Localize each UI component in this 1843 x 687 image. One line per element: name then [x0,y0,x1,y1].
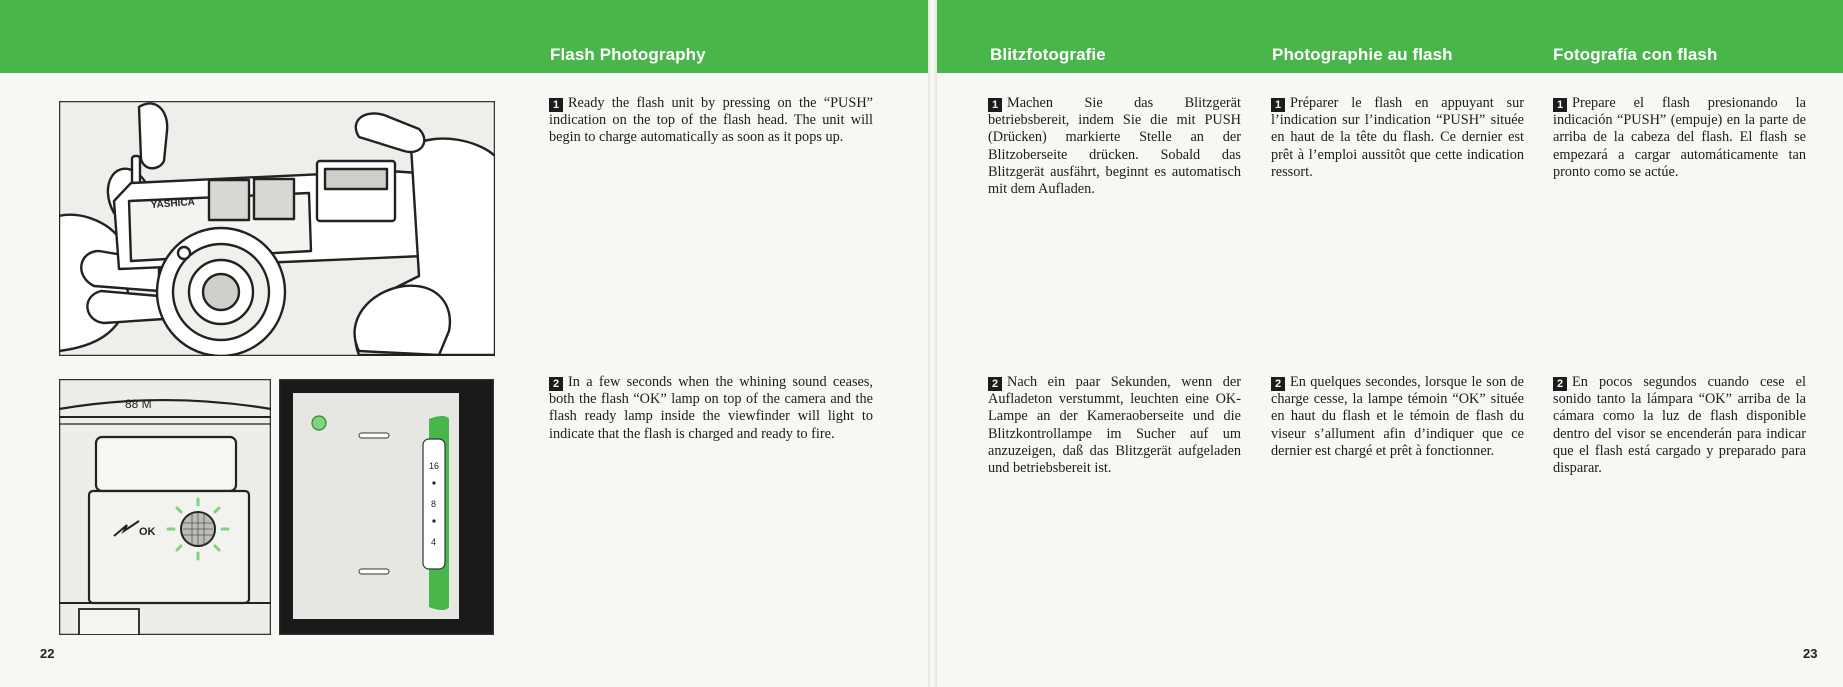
english-step1-paragraph [549,95,873,147]
camera-top-ok-lamp-illustration [59,379,271,635]
scale-value-16: 16 [429,461,440,471]
header-french: Photographie au flash [1272,45,1453,64]
spanish-step2-text: En pocos segundos cuando cese el sonido tanto la lámpara “OK” arriba de la cámara como la luz de flash disponible dentro del visor se encenderán para indicar que el flash está cargado y preparado para disparar. [1553,374,1806,477]
header-spanish: Fotografía con flash [1553,45,1718,64]
step-number-badge: 1 [1553,98,1567,112]
spanish-step2-paragraph [1553,374,1806,477]
ok-label: OK [139,526,156,538]
step-number-badge: 2 [1553,377,1567,391]
page-number-right: 23 [1803,646,1818,661]
scale-value-4: 4 [431,537,437,547]
camera-hands-illustration [59,101,495,356]
french-step1-text: Préparer le flash en appuyant sur l’indication sur l’indication “PUSH” située en haut de la tête du flash. Ce dernier est prêt à l’emploi aussitôt que cette indication ressort. [1271,95,1524,180]
french-step2-text: En quelques secondes, lorsque le son de charge cesse, la lampe témoin “OK” située en haut du flash et le témoin de flash du viseur s’allument afin d’indiquer que ce dernier est chargé et prêt à fonctionner. [1271,374,1524,459]
german-step2-text: Nach ein paar Sekunden, wenn der Aufladeton verstummt, leuchten eine OK-Lampe an der Kameraoberseite und die Blitzkontrollampe im Sucher auf um anzuzeigen, daß das Blitzgerät aufgeladen und betriebsbereit ist. [988,374,1241,477]
dial-marks-label: 88 M [125,397,152,411]
header-german: Blitzfotografie [990,45,1106,64]
spanish-step1-text: Prepare el flash presionando la indicación “PUSH” (empuje) en la parte de arriba de la cabeza del flash. El flash se empezará a cargar automáticamente tan pronto como se actúe. [1553,95,1806,180]
step-number-badge: 2 [549,377,563,391]
step-number-badge: 1 [549,98,563,112]
step-number-badge: 2 [1271,377,1285,391]
camera-brand-label: YASHICA [150,196,196,211]
page-number-left: 22 [40,646,55,661]
german-step1-paragraph [988,95,1241,198]
spanish-step1-paragraph [1553,95,1806,181]
left-header-band [0,0,930,73]
german-step2-paragraph [988,374,1241,477]
step-number-badge: 2 [988,377,1002,391]
step-number-badge: 1 [988,98,1002,112]
scale-value-8: 8 [431,499,437,509]
french-step2-paragraph [1271,374,1524,460]
book-gutter [928,0,937,687]
english-step2-paragraph [549,374,873,443]
english-step2-text: In a few seconds when the whining sound ceases, both the flash “OK” lamp on top of the camera and the flash ready lamp inside the viewfinder will light to indicate that the flash is charged and ready to fire. [549,374,873,442]
viewfinder-illustration [279,379,494,635]
english-step1-text: Ready the flash unit by pressing on the “PUSH” indication on the top of the flash head. The unit will begin to charge automatically as soon as it pops up. [549,95,873,146]
french-step1-paragraph [1271,95,1524,181]
german-step1-text: Machen Sie das Blitzgerät betriebsbereit, indem Sie die mit PUSH (Drücken) markierte Stelle an der Blitzoberseite drücken. Sobald das Blitzgerät ausfährt, beginnt es automatisch mit dem Aufladen. [988,95,1241,198]
header-english: Flash Photography [550,45,706,64]
step-number-badge: 1 [1271,98,1285,112]
